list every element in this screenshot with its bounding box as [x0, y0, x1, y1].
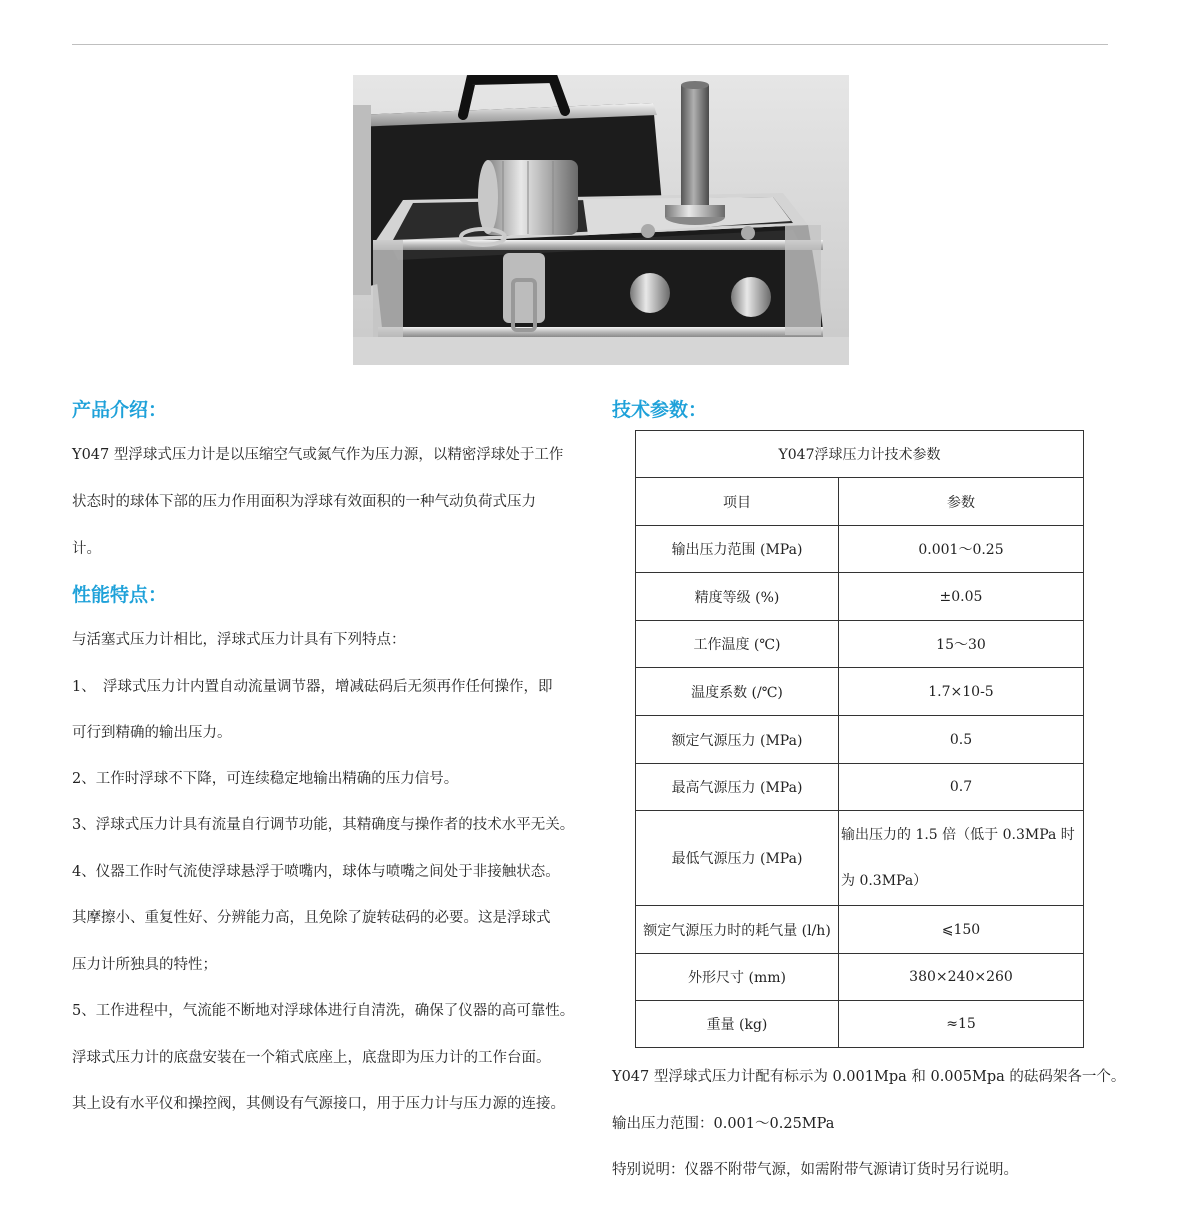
- row-value: 输出压力的 1.5 倍（低于 0.3MPa 时为 0.3MPa）: [839, 811, 1084, 906]
- header-item: 项目: [636, 478, 839, 526]
- table-title-row: [636, 431, 1084, 478]
- spec-note: 特别说明：仪器不附带气源，如需附带气源请订货时另行说明。: [612, 1162, 1018, 1178]
- feature-line: 1、 浮球式压力计内置自动流量调节器，增减砝码后无须再作任何操作，即: [72, 679, 553, 695]
- row-value: ≈15: [839, 1001, 1084, 1048]
- table-header-row: [636, 478, 1084, 526]
- spec-note: 输出压力范围：0.001～0.25MPa: [612, 1116, 835, 1132]
- feature-line: 5、工作进程中，气流能不断地对浮球体进行自清洗，确保了仪器的高可靠性。: [72, 1003, 575, 1019]
- intro-line: 计。: [72, 541, 101, 557]
- table-row: [636, 764, 1084, 811]
- spec-note: Y047 型浮球式压力计配有标示为 0.001Mpa 和 0.005Mpa 的砝码架各一个。: [612, 1069, 1126, 1085]
- header-value: 参数: [839, 478, 1084, 526]
- row-value: ±0.05: [839, 573, 1084, 621]
- row-label: 工作温度 (℃): [636, 621, 839, 668]
- feature-line: 可行到精确的输出压力。: [72, 725, 232, 741]
- row-value: 0.001～0.25: [839, 526, 1084, 573]
- feature-line: 浮球式压力计的底盘安装在一个箱式底座上，底盘即为压力计的工作台面。: [72, 1050, 551, 1066]
- table-row: [636, 668, 1084, 716]
- features-title: 性能特点：: [72, 584, 168, 606]
- intro-title: 产品介绍：: [72, 399, 168, 421]
- row-value: 0.7: [839, 764, 1084, 811]
- spec-table: [635, 430, 1084, 1048]
- row-label: 外形尺寸 (mm): [636, 954, 839, 1001]
- table-row: [636, 716, 1084, 764]
- intro-line: Y047 型浮球式压力计是以压缩空气或氮气作为压力源，以精密浮球处于工作: [72, 447, 564, 463]
- row-label: 最低气源压力 (MPa): [636, 811, 839, 906]
- row-value: 15～30: [839, 621, 1084, 668]
- row-value: 1.7×10-5: [839, 668, 1084, 716]
- row-label: 最高气源压力 (MPa): [636, 764, 839, 811]
- feature-line: 2、工作时浮球不下降，可连续稳定地输出精确的压力信号。: [72, 771, 459, 787]
- table-row: [636, 1001, 1084, 1048]
- row-label: 输出压力范围 (MPa): [636, 526, 839, 573]
- row-value: 380×240×260: [839, 954, 1084, 1001]
- spec-title: 技术参数：: [612, 399, 708, 421]
- row-label: 精度等级 (%): [636, 573, 839, 621]
- row-label: 额定气源压力 (MPa): [636, 716, 839, 764]
- feature-line: 压力计所独具的特性；: [72, 957, 217, 973]
- table-row: [636, 526, 1084, 573]
- feature-line: 与活塞式压力计相比，浮球式压力计具有下列特点：: [72, 632, 406, 648]
- feature-line: 其上设有水平仪和操控阀，其侧设有气源接口，用于压力计与压力源的连接。: [72, 1096, 565, 1112]
- table-row: [636, 906, 1084, 954]
- table-row: [636, 811, 1084, 906]
- row-label: 温度系数 (/℃): [636, 668, 839, 716]
- table-row: [636, 573, 1084, 621]
- row-label: 额定气源压力时的耗气量 (l/h): [636, 906, 839, 954]
- feature-line: 其摩擦小、重复性好、分辨能力高，且免除了旋转砝码的必要。这是浮球式: [72, 910, 551, 926]
- row-value: 0.5: [839, 716, 1084, 764]
- feature-line: 4、仪器工作时气流使浮球悬浮于喷嘴内，球体与喷嘴之间处于非接触状态。: [72, 864, 560, 880]
- table-title: Y047浮球压力计技术参数: [636, 431, 1084, 478]
- table-row: [636, 621, 1084, 668]
- row-label: 重量 (kg): [636, 1001, 839, 1048]
- table-row: [636, 954, 1084, 1001]
- row-value: ⩽150: [839, 906, 1084, 954]
- intro-line: 状态时的球体下部的压力作用面积为浮球有效面积的一种气动负荷式压力: [72, 494, 536, 510]
- features-list: [72, 0, 577, 1212]
- feature-line: 3、浮球式压力计具有流量自行调节功能，其精确度与操作者的技术水平无关。: [72, 817, 575, 833]
